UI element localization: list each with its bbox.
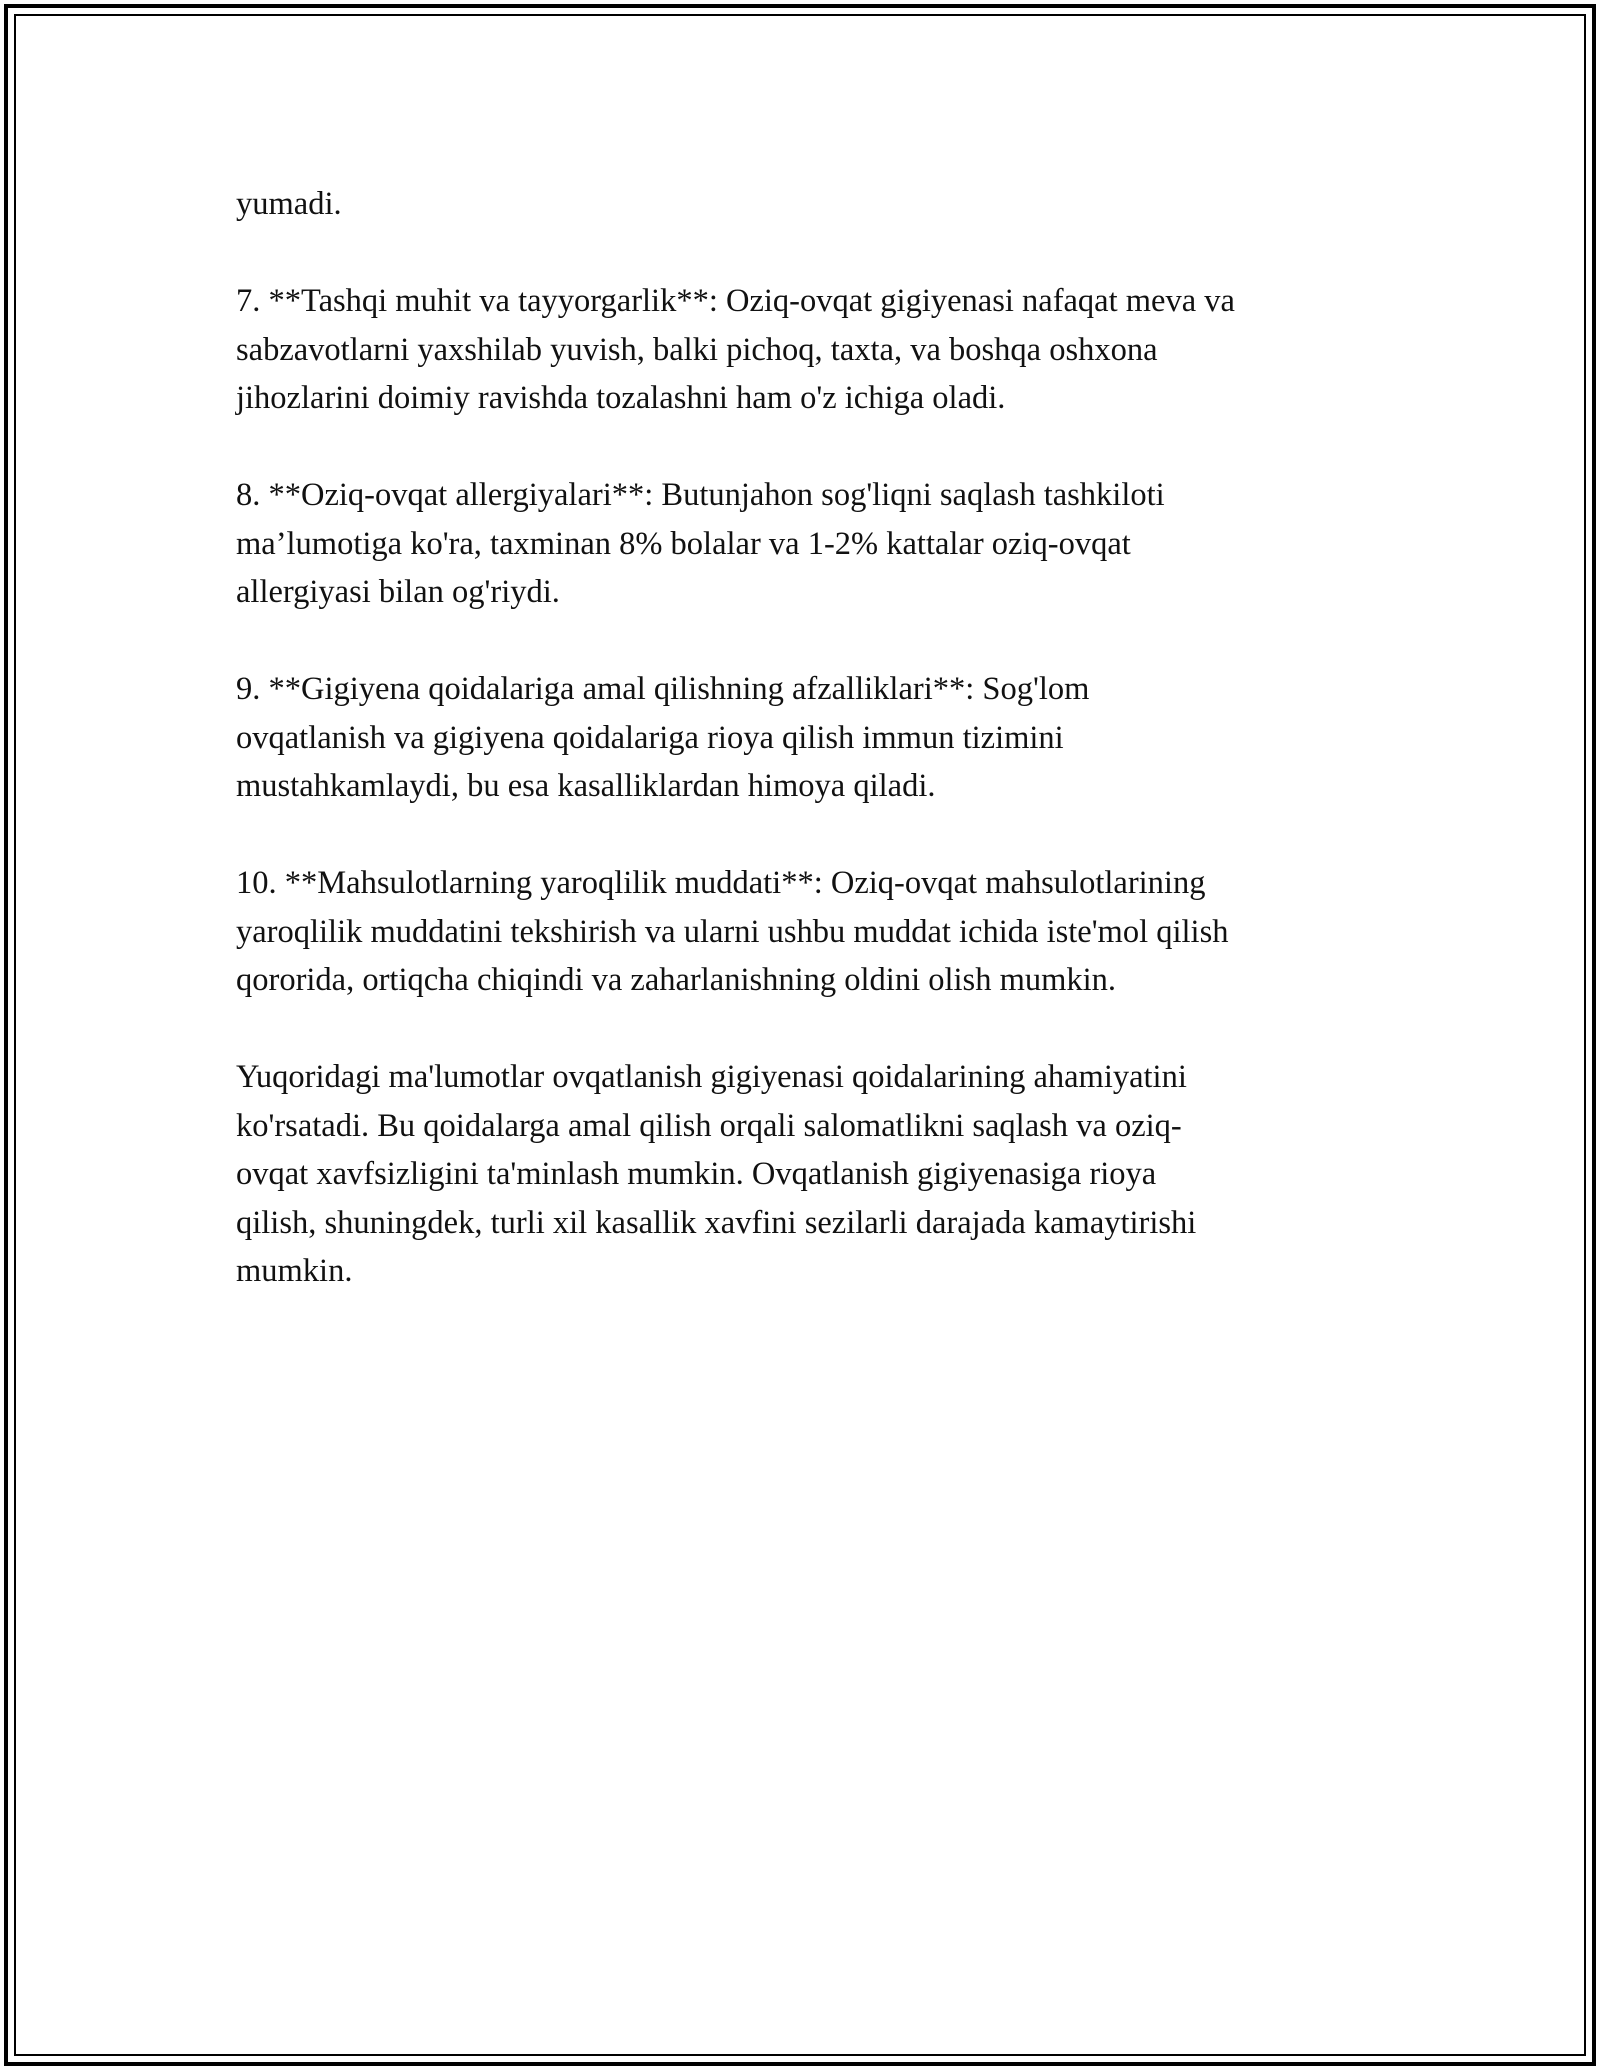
text-line: 7. **Tashqi muhit va tayyorgarlik**: Oziq-ovqat gigiyenasi nafaqat meva va xyxy=(236,283,1235,319)
text-line: mumkin. xyxy=(236,1253,353,1289)
paragraph-item-9 xyxy=(236,665,1376,811)
text-line: ko'rsatadi. Bu qoidalarga amal qilish orqali salomatlikni saqlash va oziq- xyxy=(236,1107,1182,1144)
text-line: yaroqlilik muddatini tekshirish va ularni ushbu muddat ichida iste'mol qilish xyxy=(236,913,1229,950)
paragraph-item-7 xyxy=(236,277,1376,423)
text-line: ovqatlanish va gigiyena qoidalariga rioya qilish immun tizimini xyxy=(236,719,1064,756)
paragraph-continuation xyxy=(236,180,1376,229)
text-line: yumadi. xyxy=(236,186,342,222)
text-line: qilish, shuningdek, turli xil kasallik xavfini sezilarli darajada kamaytirishi xyxy=(236,1204,1197,1241)
text-line: 10. **Mahsulotlarning yaroqlilik muddati**: Oziq-ovqat mahsulotlarining xyxy=(236,865,1206,901)
text-line: qororida, ortiqcha chiqindi va zaharlanishning oldini olish mumkin. xyxy=(236,962,1117,998)
paragraph-conclusion xyxy=(236,1053,1376,1296)
text-line: ma’lumotiga ko'ra, taxminan 8% bolalar va 1-2% kattalar oziq-ovqat xyxy=(236,525,1131,562)
text-line: 9. **Gigiyena qoidalariga amal qilishning afzalliklari**: Sog'lom xyxy=(236,671,1090,707)
text-line: ovqat xavfsizligini ta'minlash mumkin. Ovqatlanish gigiyenasiga rioya xyxy=(236,1156,1157,1192)
text-line: sabzavotlarni yaxshilab yuvish, balki pichoq, taxta, va boshqa oshxona xyxy=(236,331,1158,368)
paragraph-item-10 xyxy=(236,859,1376,1005)
text-line: jihozlarini doimiy ravishda tozalashni ham o'z ichiga oladi. xyxy=(236,380,1006,416)
text-line: allergiyasi bilan og'riydi. xyxy=(236,574,560,610)
text-line: mustahkamlaydi, bu esa kasalliklardan himoya qiladi. xyxy=(236,768,936,804)
paragraph-item-8 xyxy=(236,471,1376,617)
text-line: Yuqoridagi ma'lumotlar ovqatlanish gigiyenasi qoidalarining ahamiyatini xyxy=(236,1059,1187,1095)
document-body xyxy=(236,180,1376,1344)
text-line: 8. **Oziq-ovqat allergiyalari**: Butunjahon sog'liqni saqlash tashkiloti xyxy=(236,477,1165,513)
